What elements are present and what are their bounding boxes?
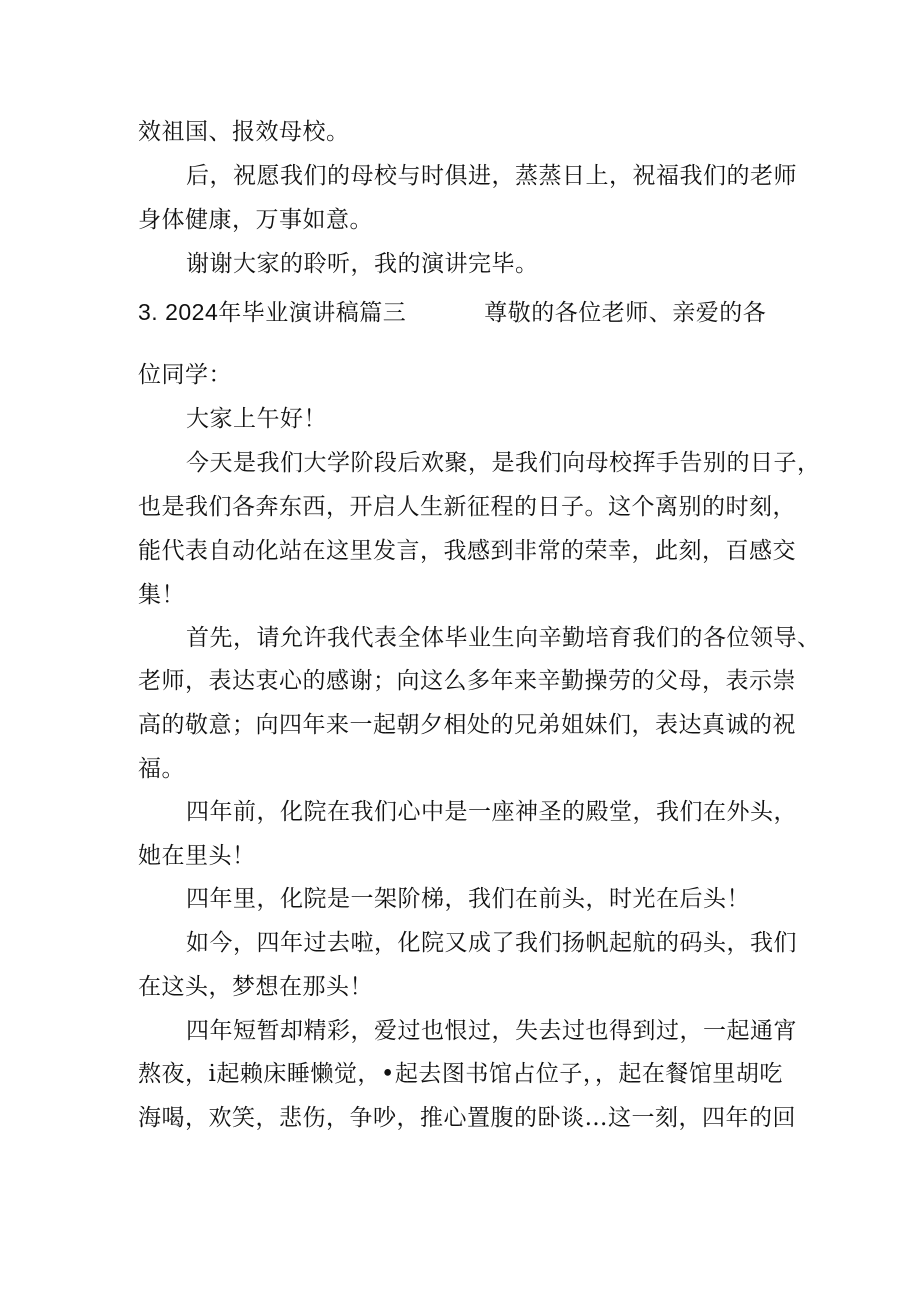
paragraph-line: 福。: [138, 756, 185, 782]
paragraph-line: 老师，表达衷心的感谢；向这么多年来辛勤操劳的父母，表示崇: [138, 668, 796, 694]
paragraph-line: 首先，请允许我代表全体毕业生向辛勤培育我们的各位领导、: [186, 625, 821, 651]
paragraph-line: 她在里头！: [138, 843, 256, 869]
paragraph-line: 位同学：: [138, 362, 232, 388]
paragraph-line: 熬夜，i起赖床睡懒觉，•起去图书馆占位子，，起在餐馆里胡吃: [138, 1061, 783, 1087]
paragraph-line: 效祖国、报效母校。: [138, 119, 350, 145]
paragraph-line: 四年前，化院在我们心中是一座神圣的殿堂，我们在外头，: [186, 799, 797, 825]
paragraph-line: 集！: [138, 582, 185, 608]
paragraph-line: 身体健康，万事如意。: [138, 207, 373, 233]
section-heading-title: 3. 2024年毕业演讲稿篇三: [138, 299, 407, 325]
paragraph-line: 大家上午好！: [186, 406, 327, 432]
section-heading-continuation: 尊敬的各位老师、亲爱的各: [484, 300, 767, 326]
paragraph-line: 高的敬意；向四年来一起朝夕相处的兄弟姐妹们，表达真诚的祝: [138, 712, 796, 738]
paragraph-line: 也是我们各奔东西，开启人生新征程的日子。这个离别的时刻，: [138, 494, 796, 520]
paragraph-line: 谢谢大家的聆听，我的演讲完毕。: [186, 251, 539, 277]
paragraph-line: 今天是我们大学阶段后欢聚，是我们向母校挥手告别的日子，: [186, 450, 821, 476]
paragraph-line: 后，祝愿我们的母校与时俱进，蒸蒸日上，祝福我们的老师: [186, 163, 797, 189]
paragraph-line: 能代表自动化站在这里发言，我感到非常的荣幸，此刻，百感交: [138, 538, 796, 564]
paragraph-line: 四年里，化院是一架阶梯，我们在前头，时光在后头！: [186, 886, 750, 912]
paragraph-line: 四年短暂却精彩，爱过也恨过，失去过也得到过，一起通宵: [186, 1018, 797, 1044]
paragraph-line: 如今，四年过去啦，化院又成了我们扬帆起航的码头，我们: [186, 930, 797, 956]
paragraph-line: 海喝，欢笑，悲伤，争吵，推心置腹的卧谈…这一刻，四年的回: [138, 1105, 796, 1131]
paragraph-line: 在这头，梦想在那头！: [138, 974, 373, 1000]
section-heading: [138, 297, 788, 328]
